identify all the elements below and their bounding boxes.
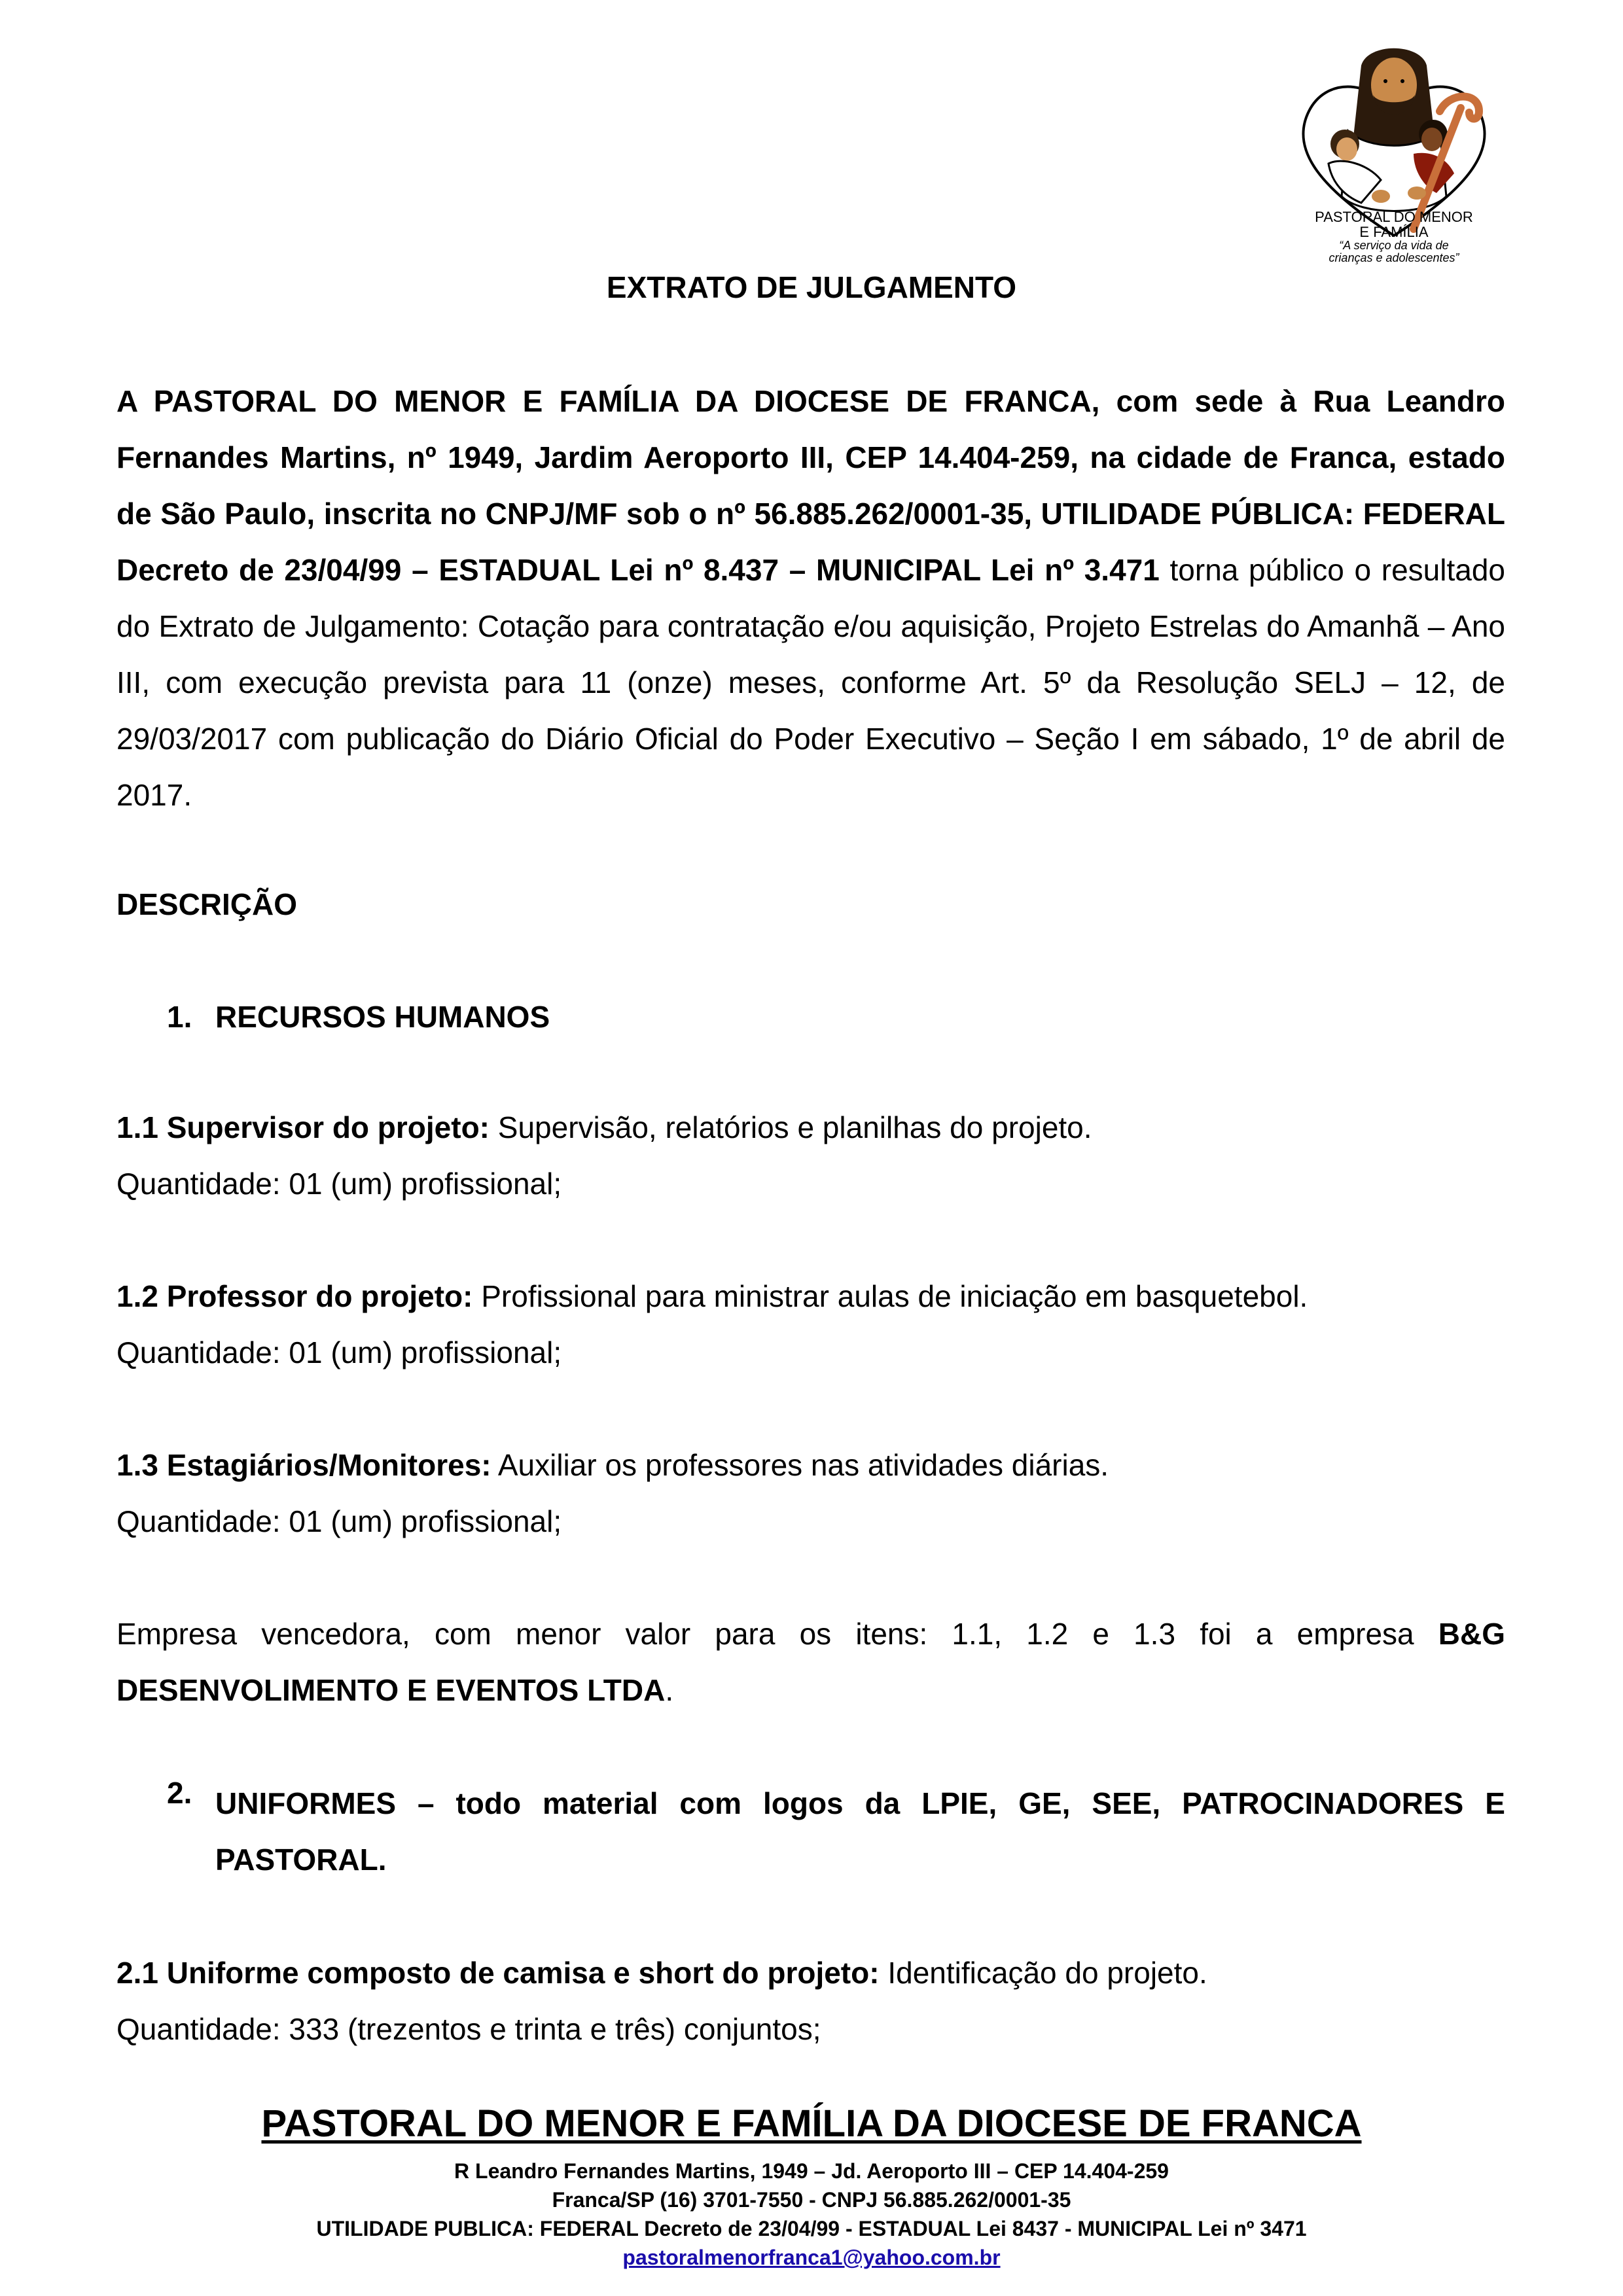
logo-line-1: PASTORAL DO MENOR (1315, 209, 1473, 225)
winner-name: B&G DESENVOLIMENTO E EVENTOS LTDA (116, 1617, 1505, 1707)
item-1-1 (116, 1099, 1505, 1156)
item-1-1-label: 1.1 Supervisor do projeto: (116, 1110, 490, 1144)
logo-line-3: “A serviço da vida de (1339, 239, 1449, 253)
section-1-number: 1. (167, 1000, 192, 1034)
item-1-1-qty: Quantidade: 01 (um) profissional; (116, 1167, 562, 1201)
winner-prefix: Empresa vencedora, com menor valor para os itens: 1.1, 1.2 e 1.3 foi a empresa (116, 1617, 1438, 1651)
item-1-2-label: 1.2 Professor do projeto: (116, 1279, 473, 1313)
footer-org-name: PASTORAL DO MENOR E FAMÍLIA DA DIOCESE DE FRANCA (261, 2102, 1362, 2145)
logo-caption (1263, 209, 1525, 264)
logo-line-4: crianças e adolescentes” (1329, 251, 1459, 265)
item-1-3-qty: Quantidade: 01 (um) profissional; (116, 1504, 562, 1538)
item-1-2 (116, 1268, 1505, 1324)
item-2-1-qty: Quantidade: 333 (trezentos e trinta e três) conjuntos; (116, 2012, 821, 2046)
section-1-heading (167, 999, 550, 1034)
item-1-2-text: Profissional para ministrar aulas de iniciação em basquetebol. (473, 1279, 1308, 1313)
descricao-heading: DESCRIÇÃO (116, 887, 298, 921)
intro-paragraph (116, 373, 1505, 823)
footer-email-link[interactable]: pastoralmenorfranca1@yahoo.com.br (622, 2246, 1001, 2269)
intro-bold: A PASTORAL DO MENOR E FAMÍLIA DA DIOCESE DE FRANCA, com sede à Rua Leandro Fernandes Martins, nº 1949, Jardim Aeroporto III, CEP 14.404-259, na cidade de Franca, estado de São Paulo, inscrita no CNPJ/MF sob o nº 56.885.262/0001-35, UTILIDADE PÚBLICA: FEDERAL Decreto de 23/04/99 – ESTADUAL Lei nº 8.437 – MUNICIPAL Lei nº 3.471 (116, 384, 1505, 587)
footer-address: R Leandro Fernandes Martins, 1949 – Jd. Aeroporto III – CEP 14.404-259 (454, 2159, 1169, 2183)
footer-utility: UTILIDADE PUBLICA: FEDERAL Decreto de 23/04/99 - ESTADUAL Lei 8437 - MUNICIPAL Lei nº 3471 (316, 2217, 1307, 2240)
item-1-2-qty: Quantidade: 01 (um) profissional; (116, 1335, 562, 1369)
item-1-3-label: 1.3 Estagiários/Monitores: (116, 1448, 491, 1482)
item-2-1-label: 2.1 Uniforme composto de camisa e short do projeto: (116, 1956, 880, 1990)
winner-suffix: . (665, 1673, 674, 1707)
item-1-1-text: Supervisão, relatórios e planilhas do projeto. (490, 1110, 1092, 1144)
winner-paragraph (116, 1606, 1505, 1718)
item-2-1-text: Identificação do projeto. (879, 1956, 1207, 1990)
item-1-3-text: Auxiliar os professores nas atividades diárias. (491, 1448, 1109, 1482)
section-1-title: RECURSOS HUMANOS (215, 1000, 550, 1034)
item-1-3 (116, 1437, 1505, 1493)
section-2-title: UNIFORMES – todo material com logos da LPIE, GE, SEE, PATROCINADORES E PASTORAL. (215, 1786, 1505, 1877)
item-2-1 (116, 1945, 1505, 2001)
logo-line-2: E FAMÍLIA (1359, 224, 1429, 241)
footer-contact: Franca/SP (16) 3701-7550 - CNPJ 56.885.262/0001-35 (552, 2188, 1071, 2212)
footer-org (0, 2102, 1623, 2146)
section-2-number: 2. (167, 1776, 192, 1810)
document-title: EXTRATO DE JULGAMENTO (606, 270, 1017, 304)
intro-regular: torna público o resultado do Extrato de Julgamento: Cotação para contratação e/ou aquisição, Projeto Estrelas do Amanhã – Ano III, com execução prevista para 11 (onze) meses, conforme Art. 5º da Resolução SELJ – 12, de 29/03/2017 com publicação do Diário Oficial do Poder Executivo – Seção I em sábado, 1º de abril de 2017. (116, 553, 1505, 812)
